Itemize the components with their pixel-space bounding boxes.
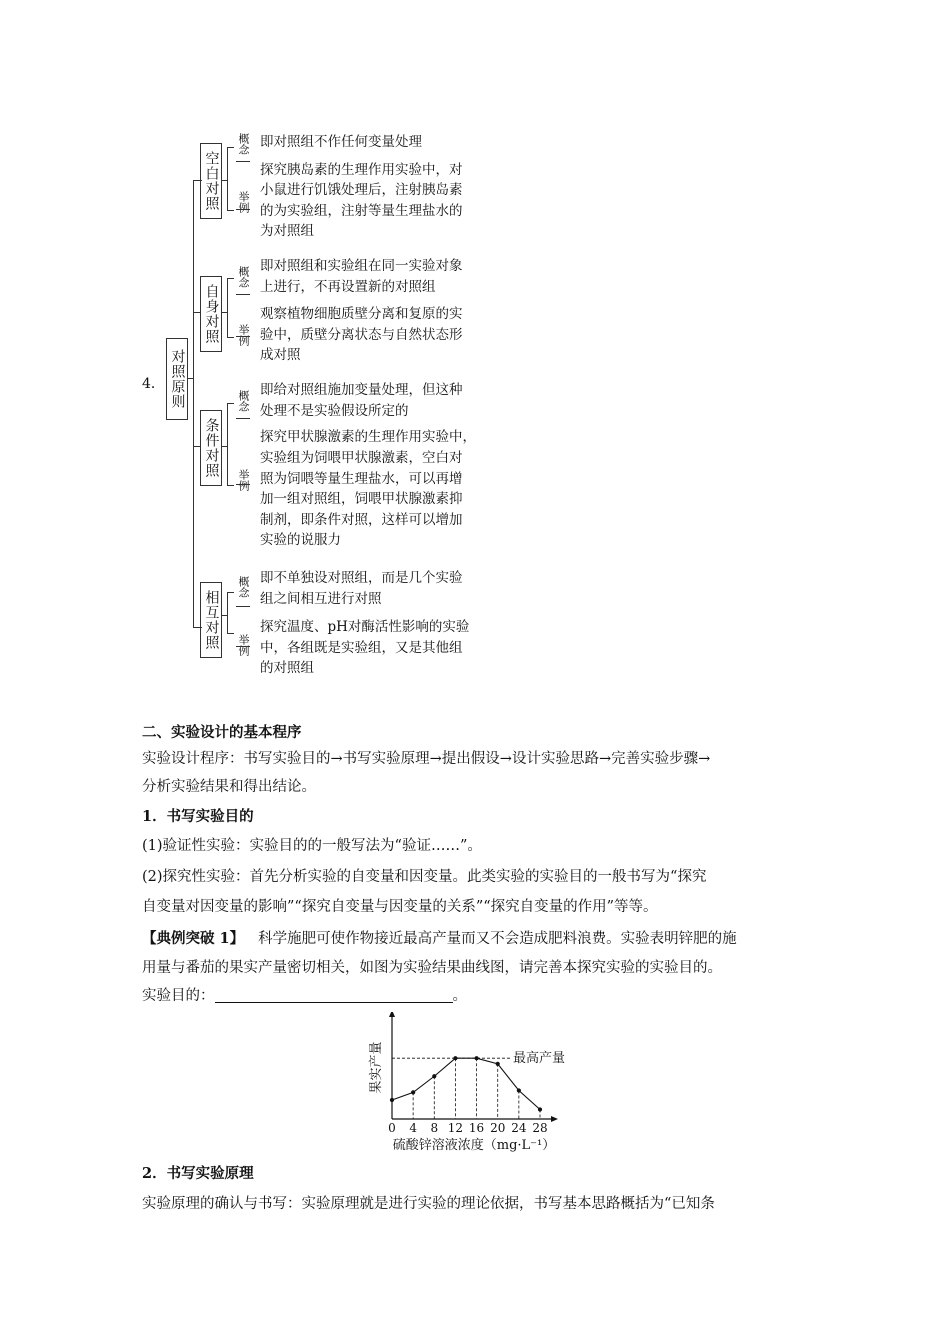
example-text: 实验组为饲喂甲状腺激素，空白对 <box>260 450 463 466</box>
example-text: 科学施肥可使作物接近最高产量而又不会造成肥料浪费。实验表明锌肥的施 <box>258 931 737 947</box>
example-text: 的为实验组，注射等量生理盐水的 <box>260 203 463 219</box>
branch-bracket-stem <box>222 180 228 181</box>
x-tick-label: 8 <box>430 1121 439 1135</box>
branch-label-self-control: 自身对照 <box>203 284 220 344</box>
program-line: 分析实验结果和得出结论。 <box>142 779 316 795</box>
x-tick-label: 0 <box>388 1121 396 1135</box>
paragraph: (2)探究性实验：首先分析实验的自变量和因变量。此类实验的实验目的一般书写为“探究 <box>142 869 707 885</box>
y-axis-arrow <box>389 1012 395 1017</box>
example-text: 探究温度、pH对酶活性影响的实验 <box>260 619 470 635</box>
concept-label: 概念 <box>237 576 250 598</box>
x-tick-label: 16 <box>468 1121 485 1135</box>
example-text: 加一组对照组，饲喂甲状腺激素抑 <box>260 491 463 507</box>
data-point <box>390 1098 394 1102</box>
x-tick-label: 12 <box>447 1121 464 1135</box>
concept-text: 即不单独设对照组，而是几个实验 <box>260 570 463 586</box>
concept-label: 概念 <box>237 266 250 288</box>
example-paragraph <box>142 925 737 953</box>
label-underline <box>236 484 250 485</box>
branch-box-mutual-control <box>200 582 222 658</box>
example-text: 小鼠进行饥饿处理后，注射胰岛素 <box>260 182 463 198</box>
branch-bracket <box>227 278 234 338</box>
branch-bracket <box>227 147 234 211</box>
example-label: 举例 <box>237 634 250 656</box>
tree-root-label: 对照原则 <box>169 349 186 409</box>
label-underline <box>236 606 250 607</box>
x-tick-label: 24 <box>511 1121 527 1135</box>
example-text: 成对照 <box>260 347 301 363</box>
branch-box-self-control <box>200 276 222 352</box>
x-axis-label: 硫酸锌溶液浓度（mg·L⁻¹） <box>392 1138 556 1153</box>
main-bracket-tick <box>194 446 200 447</box>
aim-end: 。 <box>452 988 467 1004</box>
y-axis-label: 果实产量 <box>369 1041 384 1094</box>
concept-label: 概念 <box>237 133 250 155</box>
branch-label-blank-control: 空白对照 <box>203 151 220 211</box>
example-label: 举例 <box>237 191 250 213</box>
label-underline <box>236 336 250 337</box>
label-underline <box>236 294 250 295</box>
concept-text: 即给对照组施加变量处理，但这种 <box>260 382 463 398</box>
branch-box-blank-control <box>200 143 222 219</box>
example-text: 实验的说服力 <box>260 532 341 548</box>
subheading: 1．书写实验目的 <box>142 808 254 825</box>
concept-text: 即对照组不作任何变量处理 <box>260 134 422 150</box>
max-yield-label: 最高产量 <box>513 1051 566 1067</box>
example-text: 制剂，即条件对照，这样可以增加 <box>260 512 463 528</box>
example-label: 举例 <box>237 324 250 346</box>
concept-label: 概念 <box>237 390 250 412</box>
main-bracket <box>193 180 202 628</box>
x-tick-label: 20 <box>490 1121 506 1135</box>
concept-text: 组之间相互进行对照 <box>260 591 382 607</box>
branch-bracket-stem <box>222 446 228 447</box>
section-heading: 二、实验设计的基本程序 <box>142 724 302 741</box>
example-text: 用量与番茄的果实产量密切相关，如图为实验结果曲线图，请完善本探究实验的实验目的。 <box>142 960 722 976</box>
example-text: 照为饲喂等量生理盐水，可以再增 <box>260 471 463 487</box>
example-tag: 【典例突破 1】 <box>142 930 245 947</box>
data-point <box>517 1088 521 1092</box>
concept-text: 处理不是实验假设所定的 <box>260 403 409 419</box>
data-point <box>474 1056 478 1060</box>
program-line: 实验设计程序：书写实验目的→书写实验原理→提出假设→设计实验思路→完善实验步骤→ <box>142 751 711 767</box>
example-label: 举例 <box>237 469 250 491</box>
branch-bracket <box>227 592 234 634</box>
data-point <box>411 1090 415 1094</box>
aim-blank[interactable] <box>215 984 453 1003</box>
branch-bracket-stem <box>222 615 228 616</box>
x-axis-arrow <box>551 1116 558 1122</box>
item-number: 4． <box>142 376 165 392</box>
concept-text: 即对照组和实验组在同一实验对象 <box>260 258 463 274</box>
paragraph: 实验原理的确认与书写：实验原理就是进行实验的理论依据，书写基本思路概括为“已知条 <box>142 1196 715 1212</box>
label-underline <box>236 209 250 210</box>
tree-root-box <box>166 338 188 420</box>
yield-chart <box>360 1012 610 1154</box>
subheading: 2．书写实验原理 <box>142 1165 254 1182</box>
example-text: 中，各组既是实验组，又是其他组 <box>260 640 463 656</box>
main-bracket-stem <box>188 378 194 379</box>
aim-line <box>142 983 467 1010</box>
data-point <box>432 1074 436 1078</box>
data-point <box>538 1107 542 1111</box>
branch-label-conditional-control: 条件对照 <box>203 418 220 478</box>
example-text: 探究胰岛素的生理作用实验中，对 <box>260 162 463 178</box>
example-text: 观察植物细胞质壁分离和复原的实 <box>260 306 463 322</box>
branch-box-conditional-control <box>200 410 222 486</box>
x-tick-label: 28 <box>532 1121 548 1135</box>
label-underline <box>236 418 250 419</box>
label-underline <box>236 646 250 647</box>
main-bracket-tick <box>194 312 200 313</box>
branch-bracket <box>227 403 234 486</box>
branch-bracket-stem <box>222 312 228 313</box>
example-text: 验中，质壁分离状态与自然状态形 <box>260 327 463 343</box>
example-text: 为对照组 <box>260 223 314 239</box>
example-text: 探究甲状腺激素的生理作用实验中， <box>260 429 476 445</box>
x-tick-label: 4 <box>409 1121 417 1135</box>
data-point <box>496 1062 500 1066</box>
concept-text: 上进行，不再设置新的对照组 <box>260 279 436 295</box>
branch-label-mutual-control: 相互对照 <box>203 590 220 650</box>
aim-label: 实验目的： <box>142 988 215 1004</box>
paragraph: 自变量对因变量的影响”“探究自变量与因变量的关系”“探究自变量的作用”等等。 <box>142 899 658 915</box>
data-point <box>453 1056 457 1060</box>
example-text: 的对照组 <box>260 660 314 676</box>
label-underline <box>236 161 250 162</box>
paragraph: (1)验证性实验：实验目的的一般写法为“验证……”。 <box>142 838 482 854</box>
